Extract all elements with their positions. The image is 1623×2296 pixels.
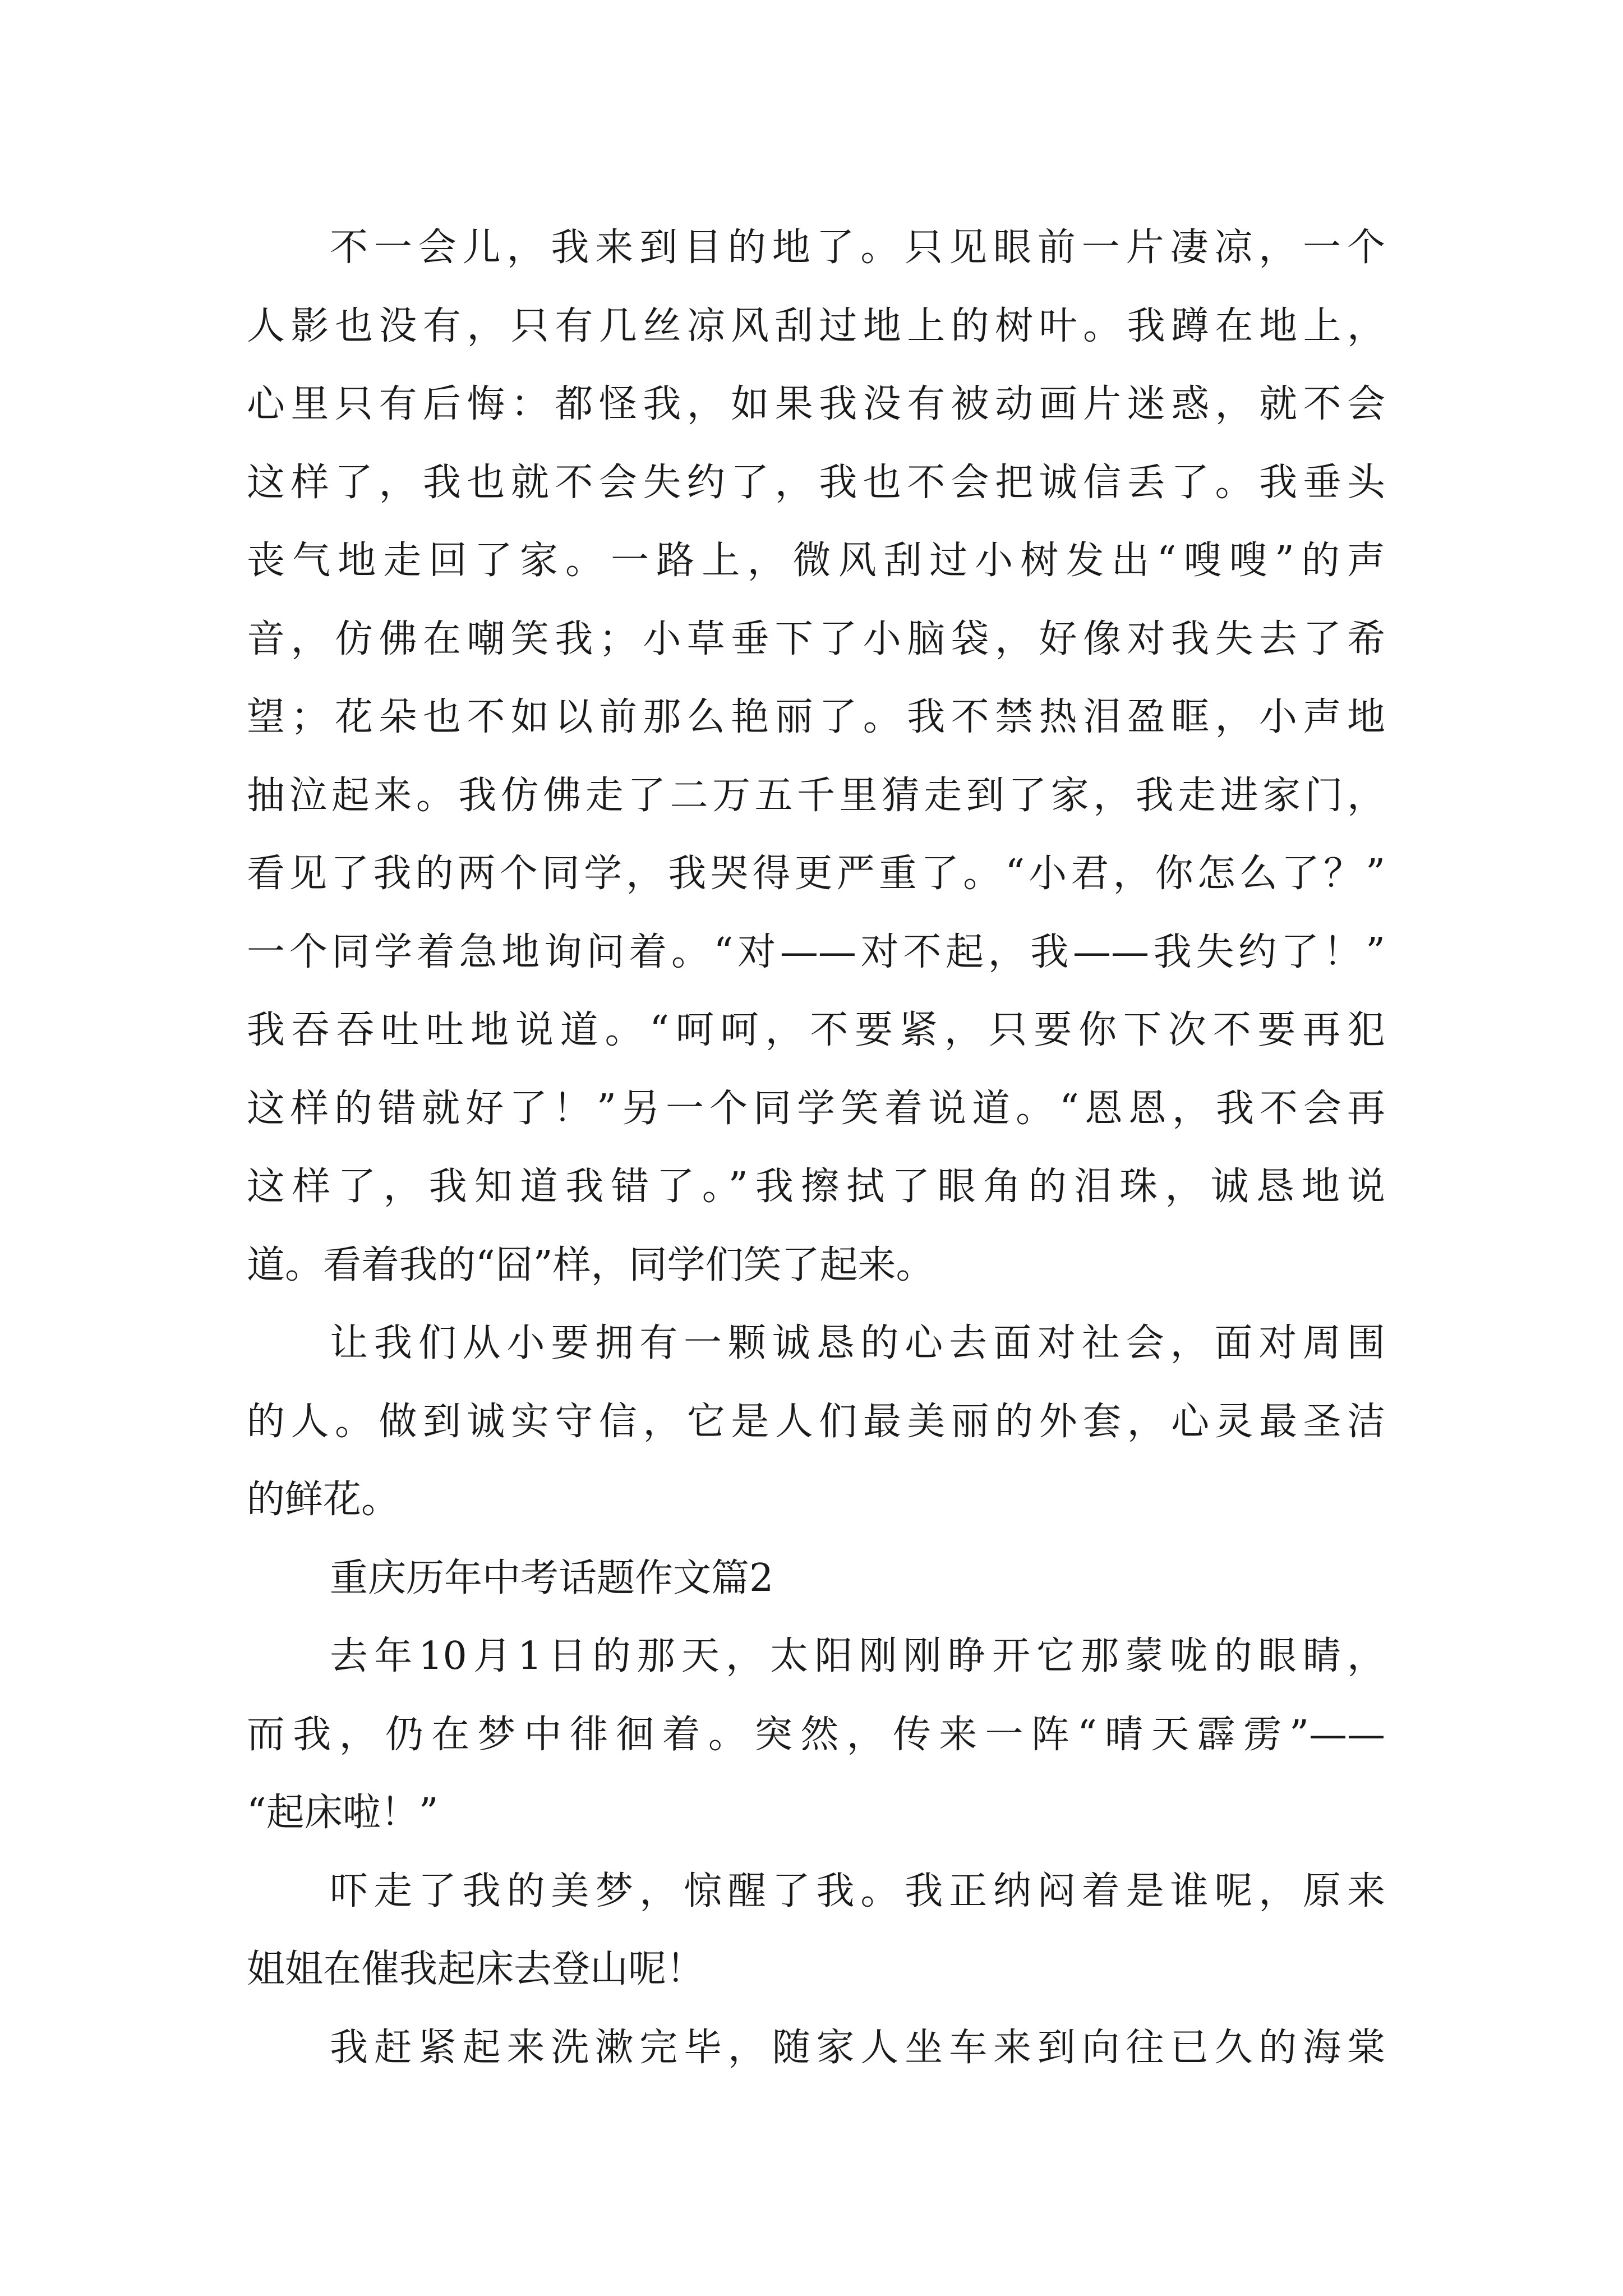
paragraph-line: 让我们从小要拥有一颗诚恳的心去面对社会，面对周围 — [330, 1321, 1385, 1365]
paragraph-line: “起床啦！” — [247, 1791, 439, 1835]
paragraph-line: 的人。做到诚实守信，它是人们最美丽的外套，心灵最圣洁 — [247, 1399, 1385, 1444]
paragraph-line: 吓走了我的美梦，惊醒了我。我正纳闷着是谁呢，原来 — [330, 1869, 1385, 1913]
paragraph-line: 不一会儿，我来到目的地了。只见眼前一片凄凉，一个 — [330, 226, 1385, 270]
paragraph-line: 道。看着我的“囧”样，同学们笑了起来。 — [247, 1243, 934, 1287]
paragraph-line: 我赶紧起来洗漱完毕，随家人坐车来到向往已久的海棠 — [330, 2025, 1385, 2070]
section-title: 重庆历年中考话题作文篇2 — [330, 1556, 774, 1600]
paragraph-line: 去年10月1日的那天，太阳刚刚睁开它那蒙咙的眼睛， — [330, 1634, 1385, 1678]
paragraph-line: 的鲜花。 — [247, 1478, 400, 1522]
paragraph-line: 这样了，我也就不会失约了，我也不会把诚信丢了。我垂头 — [247, 460, 1385, 505]
paragraph-line: 一个同学着急地询问着。“对——对不起，我——我失约了！” — [247, 930, 1385, 974]
paragraph-line: 抽泣起来。我仿佛走了二万五千里猜走到了家，我走进家门， — [247, 773, 1385, 818]
paragraph-line: 这样的错就好了！”另一个同学笑着说道。“恩恩，我不会再 — [247, 1086, 1385, 1131]
paragraph-line: 而我，仍在梦中徘徊着。突然，传来一阵“晴天霹雳”—— — [247, 1712, 1385, 1757]
paragraph-line: 看见了我的两个同学，我哭得更严重了。“小君，你怎么了？” — [247, 852, 1385, 896]
paragraph-line: 姐姐在催我起床去登山呢！ — [247, 1947, 705, 1991]
paragraph-line: 望；花朵也不如以前那么艳丽了。我不禁热泪盈眶，小声地 — [247, 695, 1385, 739]
paragraph-line: 我吞吞吐吐地说道。“呵呵，不要紧，只要你下次不要再犯 — [247, 1008, 1385, 1052]
paragraph-line: 音，仿佛在嘲笑我；小草垂下了小脑袋，好像对我失去了希 — [247, 616, 1385, 661]
paragraph-line: 心里只有后悔：都怪我，如果我没有被动画片迷惑，就不会 — [247, 382, 1385, 426]
paragraph-line: 这样了，我知道我错了。”我擦拭了眼角的泪珠，诚恳地说 — [247, 1165, 1385, 1209]
paragraph-line: 人影也没有，只有几丝凉风刮过地上的树叶。我蹲在地上， — [247, 303, 1385, 348]
essay-body — [247, 209, 1385, 2087]
paragraph-line: 丧气地走回了家。一路上，微风刮过小树发出“嗖嗖”的声 — [247, 539, 1385, 583]
